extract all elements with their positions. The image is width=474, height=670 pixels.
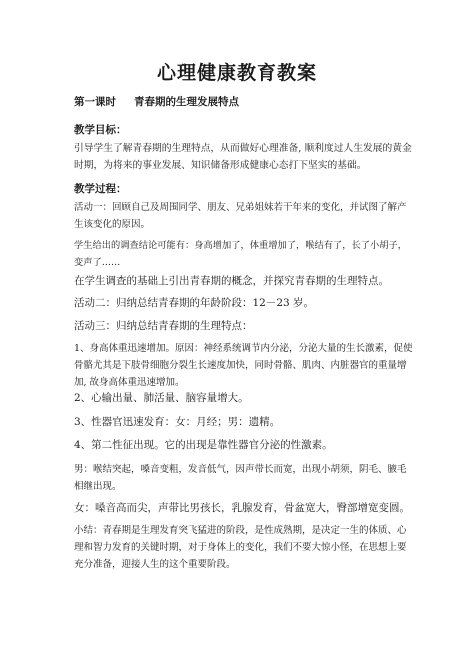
document-title: 心理健康教育教案 bbox=[156, 62, 317, 84]
point2-paragraph: 2、心输出量、肺活量、脑容量增大。 bbox=[74, 392, 249, 404]
goal-heading: 教学目标： bbox=[74, 124, 127, 136]
lesson-topic: 青春期的生理发展特点 bbox=[134, 96, 239, 108]
male-line: 相继出现。 bbox=[74, 481, 122, 492]
goal-paragraph bbox=[74, 140, 414, 174]
summary-line: 理和智力发育的关键时期，对于身体上的变化，我们不要大惊小怪，在思想上要 bbox=[74, 542, 407, 553]
activity1-line: 生该变化的原因。 bbox=[74, 219, 151, 230]
students-paragraph bbox=[74, 237, 414, 271]
male-line: 男：喉结突起，嗓音变粗，发音低气，因声带长而宽，出现小胡须，阴毛、腋毛 bbox=[74, 464, 407, 475]
goal-line: 时期，为将来的事业发展、知识储备形成健康心态打下坚实的基础。 bbox=[74, 160, 367, 171]
lesson-heading bbox=[74, 94, 414, 111]
lesson-number: 第一课时 bbox=[74, 96, 116, 108]
activity1-line: 活动一：回顾自己及周围同学、朋友、兄弟姐妹若干年来的变化，并试图了解产 bbox=[74, 202, 407, 213]
point1-paragraph bbox=[74, 340, 414, 391]
process-heading: 教学过程： bbox=[74, 183, 127, 195]
point1-line: 加, 故身高体重迅速增加。 bbox=[74, 377, 185, 388]
students-line: 变声了…… bbox=[74, 257, 121, 268]
male-paragraph bbox=[74, 461, 414, 495]
summary-paragraph bbox=[74, 522, 414, 573]
guide-paragraph: 在学生调查的基础上引出青春期的概念，并探究青春期的生理特点。 bbox=[74, 275, 389, 287]
activity3-paragraph: 活动三：归纳总结青春期的生理特点： bbox=[74, 320, 253, 332]
activity2-paragraph: 活动二：归纳总结青春期的年龄阶段：12－23 岁。 bbox=[74, 297, 315, 309]
activity1-paragraph bbox=[74, 199, 414, 233]
summary-line: 小结：青春期是生理发育突飞猛进的阶段，是性成熟期，是决定一生的体质、心 bbox=[74, 525, 407, 536]
point4-paragraph: 4、第二性征出现。它的出现是靠性器官分泌的性激素。 bbox=[74, 439, 333, 451]
students-line: 学生给出的调查结论可能有：身高增加了，体重增加了，喉结有了，长了小胡子， bbox=[74, 240, 407, 251]
goal-line: 引导学生了解青春期的生理特点，从而做好心理准备, 顺利度过人生发展的黄金 bbox=[74, 143, 412, 154]
female-paragraph: 女：嗓音高而尖，声带比男孩长，乳腺发育，骨盆宽大，臀部增宽变圆。 bbox=[74, 502, 410, 514]
summary-line: 充分准备，迎接人生的这个重要阶段。 bbox=[74, 559, 236, 570]
point3-paragraph: 3、性器官迅速发育：女：月经；男：遗精。 bbox=[74, 416, 281, 428]
point1-line: 骨骼尤其是下肢骨细胞分裂生长速度加快，同时骨骼、肌肉、内脏器官的重量增 bbox=[74, 360, 407, 371]
point1-line: 1、身高体重迅速增加。原因：神经系统调节内分泌，分泌大量的生长激素，促使 bbox=[74, 343, 413, 354]
